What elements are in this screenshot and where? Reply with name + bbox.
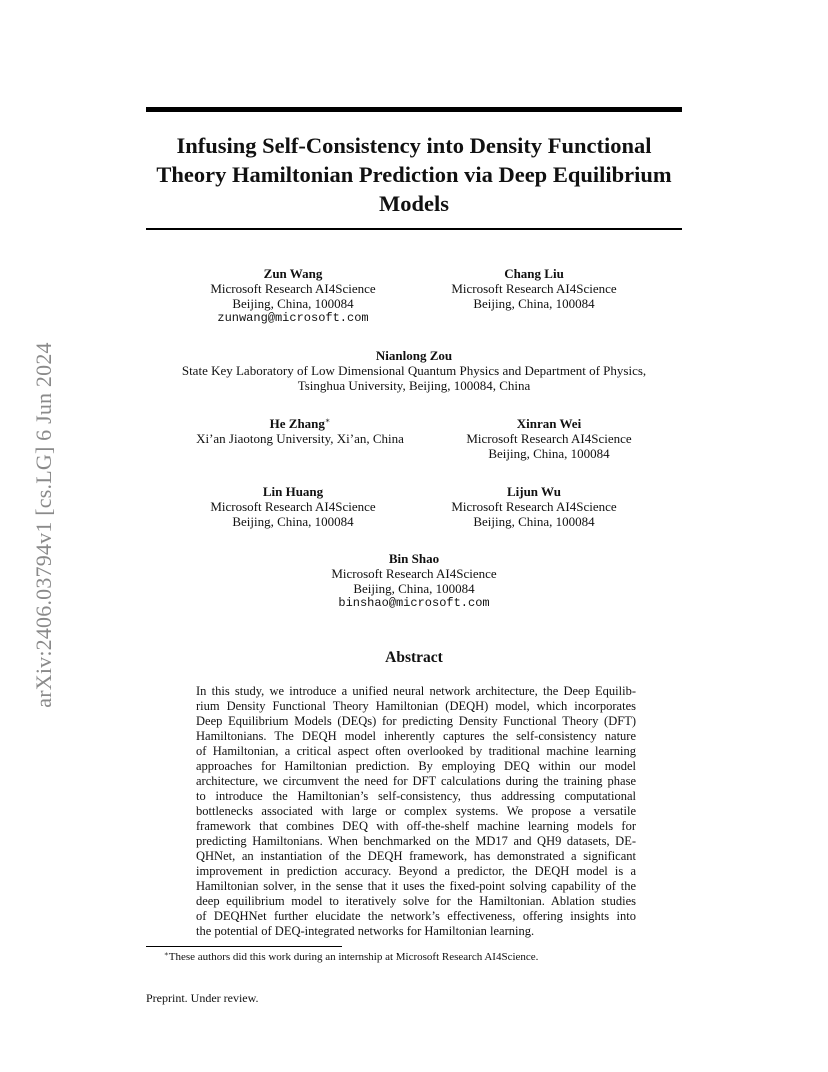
- author-location: Beijing, China, 100084: [488, 446, 610, 461]
- author-email[interactable]: binshao@microsoft.com: [338, 596, 490, 610]
- author-location: Beijing, China, 100084: [473, 514, 595, 529]
- author-affiliation: Microsoft Research AI4Science: [210, 281, 376, 296]
- abstract-line: bottlenecks associated with large or complex systems. We propose a versatile: [196, 804, 636, 818]
- title-bottom-rule: [146, 228, 682, 230]
- author-location: Beijing, China, 100084: [232, 296, 354, 311]
- author-he-zhang: [180, 416, 420, 446]
- author-affiliation: State Key Laboratory of Low Dimensional Quantum Physics and Department of Physics,: [181, 363, 647, 378]
- abstract-line: Hamiltonians. The DEQH model inherently captures the self-consistency nature: [196, 729, 636, 743]
- abstract-line: deep equilibrium model to iteratively solve for the Hamiltonian. Ablation studies: [196, 894, 636, 908]
- abstract-line: of Hamiltonian, a critical aspect often overlooked by traditional machine learning: [196, 744, 636, 758]
- author-name: Xinran Wei: [516, 416, 582, 431]
- author-lin-huang: [193, 484, 393, 529]
- abstract-line: QHNet, an instantiation of the DEQH framework, has demonstrated a significant: [196, 849, 636, 863]
- abstract-line: to introduce the Hamiltonian’s self-consistency, thus addressing computational: [196, 789, 636, 803]
- author-email[interactable]: zunwang@microsoft.com: [217, 311, 369, 325]
- footnote-text: These authors did this work during an internship at Microsoft Research AI4Science.: [168, 951, 539, 963]
- abstract-line: architecture, we circumvent the need for DFT calculations during the training phase: [196, 774, 636, 788]
- arxiv-stamp-text: arXiv:2406.03794v1 [cs.LG] 6 Jun 2024: [31, 342, 56, 708]
- abstract-line: of DEQHNet further elucidate the network’s effectiveness, offering insights into: [196, 909, 636, 923]
- footnote: [164, 951, 538, 964]
- author-name: Chang Liu: [504, 266, 564, 281]
- author-location: Beijing, China, 100084: [232, 514, 354, 529]
- title-line-1: Infusing Self-Consistency into Density Functional: [176, 133, 652, 158]
- author-location: Tsinghua University, Beijing, 100084, China: [297, 378, 531, 393]
- title-top-rule: [146, 107, 682, 112]
- footnote-rule: [146, 946, 342, 947]
- author-affiliation: Microsoft Research AI4Science: [466, 431, 632, 446]
- author-name: Zun Wang: [263, 266, 323, 281]
- author-lijun-wu: [434, 484, 634, 529]
- footnote-mark: ∗: [164, 950, 169, 958]
- abstract-line: approaches for Hamiltonian prediction. By employing DEQ within our model: [196, 759, 636, 773]
- author-name: He Zhang: [269, 416, 325, 431]
- abstract-line: improvement in prediction accuracy. Beyond a predictor, the DEQH model is a: [196, 864, 636, 878]
- author-affiliation: Xi’an Jiaotong University, Xi’an, China: [196, 431, 404, 446]
- author-name: Lijun Wu: [506, 484, 562, 499]
- abstract-line: Deep Equilibrium Models (DEQs) for predicting Density Functional Theory (DFT): [196, 714, 636, 728]
- preprint-notice: Preprint. Under review.: [146, 991, 259, 1005]
- paper-title: [146, 131, 682, 218]
- author-nianlong-zou: [146, 348, 682, 393]
- abstract-body: [196, 684, 636, 939]
- author-chang-liu: [434, 266, 634, 311]
- author-zun-wang: [193, 266, 393, 326]
- author-affiliation: Microsoft Research AI4Science: [451, 499, 617, 514]
- abstract-line: predicting Hamiltonians. When benchmarked on the MD17 and QH9 datasets, DE-: [196, 834, 636, 848]
- author-affiliation: Microsoft Research AI4Science: [451, 281, 617, 296]
- author-location: Beijing, China, 100084: [353, 581, 475, 596]
- equal-contribution-mark: ∗: [324, 416, 331, 425]
- author-affiliation: Microsoft Research AI4Science: [331, 566, 497, 581]
- abstract-heading: Abstract: [385, 649, 443, 666]
- abstract-line: framework that combines DEQ with off-the-shelf machine learning models for: [196, 819, 636, 833]
- author-name: Nianlong Zou: [375, 348, 453, 363]
- abstract-line: In this study, we introduce a unified neural network architecture, the Deep Equilib-: [196, 684, 636, 698]
- abstract-line: rium Density Functional Theory Hamiltonian (DEQH) model, which incorporates: [196, 699, 636, 713]
- author-name: Bin Shao: [388, 551, 440, 566]
- author-name: Lin Huang: [262, 484, 324, 499]
- title-line-3: Models: [379, 191, 449, 216]
- author-name-line: [180, 416, 420, 431]
- author-location: Beijing, China, 100084: [473, 296, 595, 311]
- abstract-line: Hamiltonian solver, in the sense that it uses the fixed-point solving capability of the: [196, 879, 636, 893]
- title-line-2: Theory Hamiltonian Prediction via Deep Equilibrium: [156, 162, 672, 187]
- author-bin-shao: [314, 551, 514, 611]
- author-affiliation: Microsoft Research AI4Science: [210, 499, 376, 514]
- abstract-line: the potential of DEQ-integrated networks for Hamiltonian learning.: [196, 924, 535, 938]
- author-xinran-wei: [449, 416, 649, 461]
